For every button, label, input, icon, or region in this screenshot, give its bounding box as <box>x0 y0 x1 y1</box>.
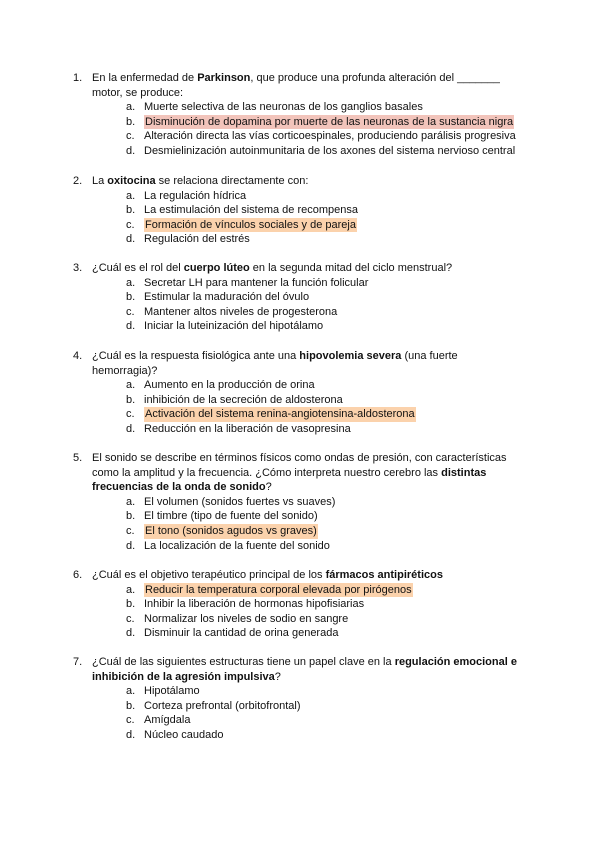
stem-bold-text: oxitocina <box>107 175 156 187</box>
question-4 <box>0 349 600 437</box>
answer-option <box>0 319 600 334</box>
answer-option <box>0 129 600 144</box>
option-letter: d. <box>126 627 136 640</box>
question-stem <box>0 261 522 276</box>
stem-text: ¿Cuál es el objetivo terapéutico principal de los <box>92 569 326 581</box>
option-text: El timbre (tipo de fuente del sonido) <box>144 510 318 523</box>
option-text: Alteración directa las vías corticoespinales, produciendo parálisis progresiva <box>144 130 516 143</box>
option-text: La localización de la fuente del sonido <box>144 539 330 552</box>
question-stem <box>0 174 522 189</box>
option-text: Inhibir la liberación de hormonas hipofisiarias <box>144 598 365 611</box>
option-text: Secretar LH para mantener la función folicular <box>144 276 369 289</box>
stem-text: ¿Cuál de las siguientes estructuras tiene un papel clave en la <box>92 656 395 668</box>
answer-option-highlighted <box>0 407 600 422</box>
answer-option <box>0 100 600 115</box>
option-text: Desmielinización autoinmunitaria de los axones del sistema nervioso central <box>144 144 516 157</box>
option-letter: c. <box>126 612 135 625</box>
stem-bold-text: distintas frecuencias de la onda de sonido <box>92 466 487 494</box>
option-text: El tono (sonidos agudos vs graves) <box>145 524 317 537</box>
stem-text: ¿Cuál es el rol del <box>92 262 184 274</box>
answer-option <box>0 232 600 247</box>
stem-text: ¿Cuál es la respuesta fisiológica ante una <box>92 350 300 362</box>
question-stem <box>0 568 522 583</box>
question-3 <box>0 261 600 334</box>
option-text: Regulación del estrés <box>144 233 250 246</box>
option-text: La regulación hídrica <box>144 189 247 202</box>
option-letter: c. <box>126 305 135 318</box>
answer-option <box>0 509 600 524</box>
question-number: 4. <box>73 350 83 362</box>
option-text: inhibición de la secreción de aldosterona <box>144 393 343 406</box>
option-text: Reducir la temperatura corporal elevada por pirógenos <box>145 583 412 596</box>
option-letter: d. <box>126 144 136 157</box>
stem-text: (una fuerte hemorragia)? <box>92 350 458 377</box>
option-text: Hipotálamo <box>144 685 200 698</box>
answer-option <box>0 597 600 612</box>
option-letter: d. <box>126 539 136 552</box>
answer-option-highlighted <box>0 524 600 539</box>
question-number: 6. <box>73 569 83 581</box>
question-stem <box>0 655 522 684</box>
question-stem <box>0 451 522 495</box>
option-text: Núcleo caudado <box>144 728 224 741</box>
answer-option <box>0 728 600 743</box>
answer-option <box>0 699 600 714</box>
option-letter: b. <box>126 393 136 406</box>
answer-option-highlighted <box>0 583 600 598</box>
option-letter: c. <box>126 714 135 727</box>
option-text: El volumen (sonidos fuertes vs suaves) <box>144 495 336 508</box>
option-letter: c. <box>126 218 135 231</box>
option-letter: a. <box>126 685 136 698</box>
question-stem <box>0 71 522 100</box>
stem-text: ? <box>265 481 272 494</box>
option-letter: c. <box>126 408 135 421</box>
answer-option-highlighted <box>0 115 600 130</box>
option-letter: d. <box>126 422 136 435</box>
option-text: Muerte selectiva de las neuronas de los ganglios basales <box>144 101 423 114</box>
stem-bold-text: Parkinson <box>197 72 251 84</box>
answer-option <box>0 626 600 641</box>
option-text: Corteza prefrontal (orbitofrontal) <box>144 699 301 712</box>
answer-option <box>0 290 600 305</box>
option-letter: a. <box>126 379 136 392</box>
option-text: Mantener altos niveles de progesterona <box>144 305 338 318</box>
answer-option <box>0 713 600 728</box>
question-stem <box>0 349 522 378</box>
stem-text: se relaciona directamente con: <box>155 175 309 187</box>
option-letter: d. <box>126 728 136 741</box>
option-text: Aumento en la producción de orina <box>144 379 315 392</box>
stem-text: La <box>92 175 108 187</box>
stem-text: en la segunda mitad del ciclo menstrual? <box>249 262 453 274</box>
stem-bold-text: hipovolemia severa <box>299 350 402 362</box>
option-letter: d. <box>126 233 136 246</box>
stem-text: El sonido se describe en términos físicos como ondas de presión, con características como la amplitud y la frecuencia. ¿Cómo interpreta nuestro cerebro las <box>92 452 507 479</box>
option-text: La estimulación del sistema de recompensa <box>144 204 359 217</box>
option-letter: b. <box>126 115 136 128</box>
answer-option-highlighted <box>0 218 600 233</box>
option-text: Normalizar los niveles de sodio en sangre <box>144 612 349 625</box>
option-text: Disminución de dopamina por muerte de las neuronas de la sustancia nigra <box>145 115 514 128</box>
option-text: Formación de vínculos sociales y de pareja <box>145 218 356 231</box>
answer-option <box>0 276 600 291</box>
answer-option <box>0 144 600 159</box>
option-letter: b. <box>126 291 136 304</box>
answer-option <box>0 378 600 393</box>
stem-text: En la enfermedad de <box>92 72 198 84</box>
option-letter: a. <box>126 189 136 202</box>
question-number: 3. <box>73 262 83 274</box>
stem-text: , que produce una profunda alteración del _______ motor, se produce: <box>92 72 500 99</box>
option-letter: b. <box>126 699 136 712</box>
option-text: Iniciar la luteinización del hipotálamo <box>144 320 324 333</box>
option-letter: d. <box>126 320 136 333</box>
answer-option <box>0 189 600 204</box>
option-letter: b. <box>126 204 136 217</box>
stem-text: ? <box>274 670 281 683</box>
option-letter: b. <box>126 598 136 611</box>
stem-bold-text: cuerpo lúteo <box>183 262 250 274</box>
option-letter: c. <box>126 130 135 143</box>
question-1 <box>0 71 600 159</box>
question-5 <box>0 451 600 553</box>
option-letter: a. <box>126 276 136 289</box>
question-number: 1. <box>73 72 83 84</box>
option-letter: c. <box>126 524 135 537</box>
question-2 <box>0 174 600 247</box>
question-number: 7. <box>73 656 83 668</box>
answer-option <box>0 612 600 627</box>
option-text: Activación del sistema renina-angiotensina-aldosterona <box>145 408 415 421</box>
option-letter: b. <box>126 510 136 523</box>
option-text: Estimular la maduración del óvulo <box>144 291 310 304</box>
answer-option <box>0 422 600 437</box>
question-7 <box>0 655 600 743</box>
question-6 <box>0 568 600 641</box>
question-number: 2. <box>73 175 83 187</box>
option-letter: a. <box>126 101 136 114</box>
stem-bold-text: regulación emocional e inhibición de la agresión impulsiva <box>92 656 517 683</box>
option-letter: a. <box>126 495 136 508</box>
option-text: Reducción en la liberación de vasopresina <box>144 422 351 435</box>
answer-option <box>0 203 600 218</box>
option-text: Disminuir la cantidad de orina generada <box>144 627 339 640</box>
answer-option <box>0 305 600 320</box>
answer-option <box>0 393 600 408</box>
option-text: Amígdala <box>144 714 191 727</box>
option-letter: a. <box>126 583 136 596</box>
stem-bold-text: fármacos antipiréticos <box>325 569 443 581</box>
answer-option <box>0 539 600 554</box>
answer-option <box>0 495 600 510</box>
answer-option <box>0 684 600 699</box>
question-number: 5. <box>73 452 83 464</box>
